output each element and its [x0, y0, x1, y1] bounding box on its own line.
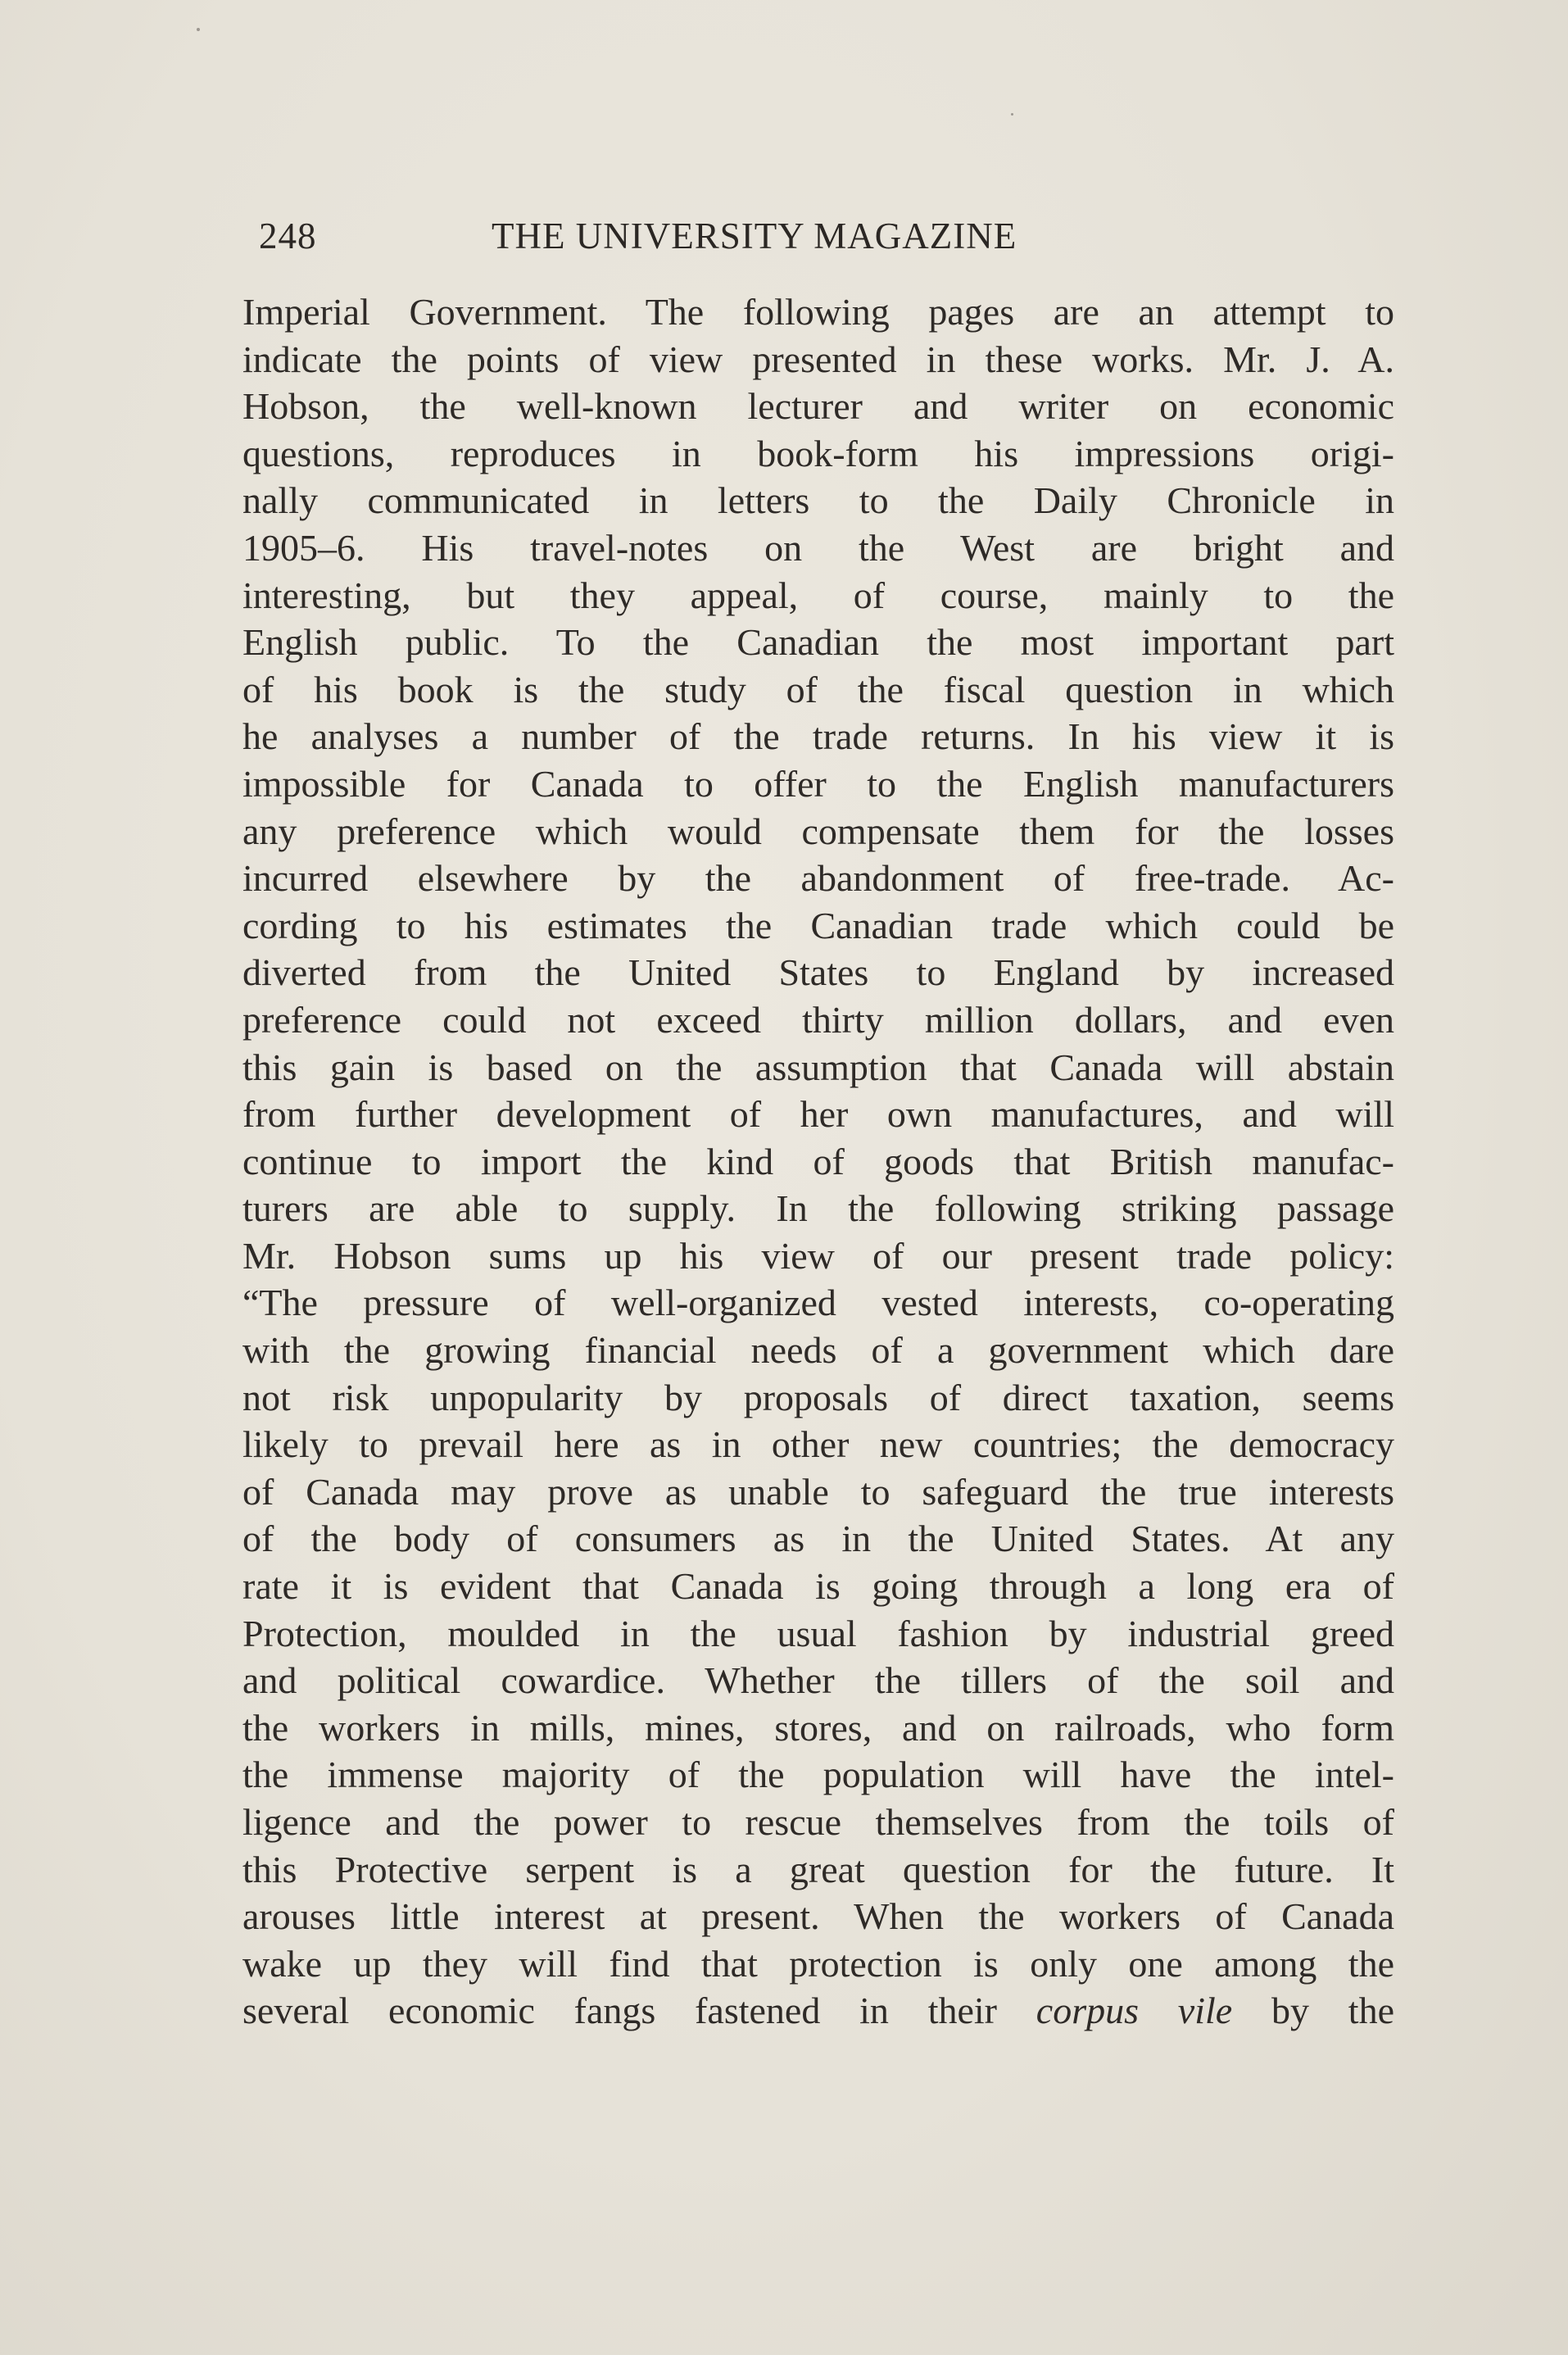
text-line: diverted from the United States to England by increased: [242, 951, 1394, 994]
text-line: indicate the points of view presented in these works. Mr. J. A.: [242, 338, 1394, 380]
text-line: impossible for Canada to offer to the English manufacturers: [242, 762, 1394, 805]
text-line: he analyses a number of the trade returns. In his view it is: [242, 715, 1394, 758]
text-line: turers are able to supply. In the following striking passage: [242, 1187, 1394, 1230]
text-line: this gain is based on the assumption that Canada will abstain: [242, 1046, 1394, 1088]
text-line: nally communicated in letters to the Daily Chronicle in: [242, 479, 1394, 522]
italic-phrase: corpus vile: [1036, 1990, 1233, 2032]
text-line: and political cowardice. Whether the tillers of the soil and: [242, 1659, 1394, 1702]
text-line: English public. To the Canadian the most important part: [242, 621, 1394, 664]
text-line: this Protective serpent is a great question for the future. It: [242, 1848, 1394, 1890]
running-title: THE UNIVERSITY MAGAZINE: [492, 216, 1017, 256]
text-line: any preference which would compensate them for the losses: [242, 810, 1394, 852]
text-line: interesting, but they appeal, of course, mainly to the: [242, 574, 1394, 616]
text-span: several economic fangs fastened in their: [242, 1990, 1036, 2032]
text-line: not risk unpopularity by proposals of direct taxation, seems: [242, 1376, 1394, 1418]
text-line: rate it is evident that Canada is going through a long era of: [242, 1565, 1394, 1608]
paper-speck: [1011, 113, 1013, 116]
paper-speck: [197, 28, 200, 31]
text-line: Protection, moulded in the usual fashion by industrial greed: [242, 1612, 1394, 1654]
text-line: Hobson, the well-known lecturer and writer on economic: [242, 385, 1394, 428]
text-line: Imperial Government. The following pages are an attempt to: [242, 291, 1394, 333]
text-line: the immense majority of the population will have the intel-: [242, 1754, 1394, 1796]
text-line: cording to his estimates the Canadian trade which could be: [242, 904, 1394, 946]
body-text: [242, 288, 1394, 2035]
text-line: of his book is the study of the fiscal question in which: [242, 668, 1394, 710]
text-line: the workers in mills, mines, stores, and on railroads, who form: [242, 1706, 1394, 1749]
text-line: of Canada may prove as unable to safeguard the true interests: [242, 1470, 1394, 1513]
text-line: 1905–6. His travel-notes on the West are bright and: [242, 526, 1394, 569]
text-line: from further development of her own manufactures, and will: [242, 1093, 1394, 1136]
text-span: by the: [1232, 1990, 1395, 2032]
page-number: 248: [259, 216, 317, 256]
text-line: with the growing financial needs of a government which dare: [242, 1329, 1394, 1372]
text-line: Mr. Hobson sums up his view of our present trade policy:: [242, 1234, 1394, 1277]
text-line: preference could not exceed thirty million dollars, and even: [242, 998, 1394, 1041]
text-line: “The pressure of well-organized vested interests, co-operating: [242, 1282, 1394, 1324]
text-line: continue to import the kind of goods that British manufac-: [242, 1140, 1394, 1182]
text-line-last: [242, 1987, 1394, 2035]
text-line: ligence and the power to rescue themselves from the toils of: [242, 1801, 1394, 1843]
text-line: questions, reproduces in book-form his impressions origi-: [242, 432, 1394, 474]
text-line: incurred elsewhere by the abandonment of free-trade. Ac-: [242, 857, 1394, 900]
text-line: of the body of consumers as in the United States. At any: [242, 1518, 1394, 1560]
page-header: [259, 215, 1127, 264]
text-line: likely to prevail here as in other new countries; the democracy: [242, 1423, 1394, 1466]
text-line: arouses little interest at present. When the workers of Canada: [242, 1895, 1394, 1938]
text-line: wake up they will find that protection is only one among the: [242, 1942, 1394, 1985]
